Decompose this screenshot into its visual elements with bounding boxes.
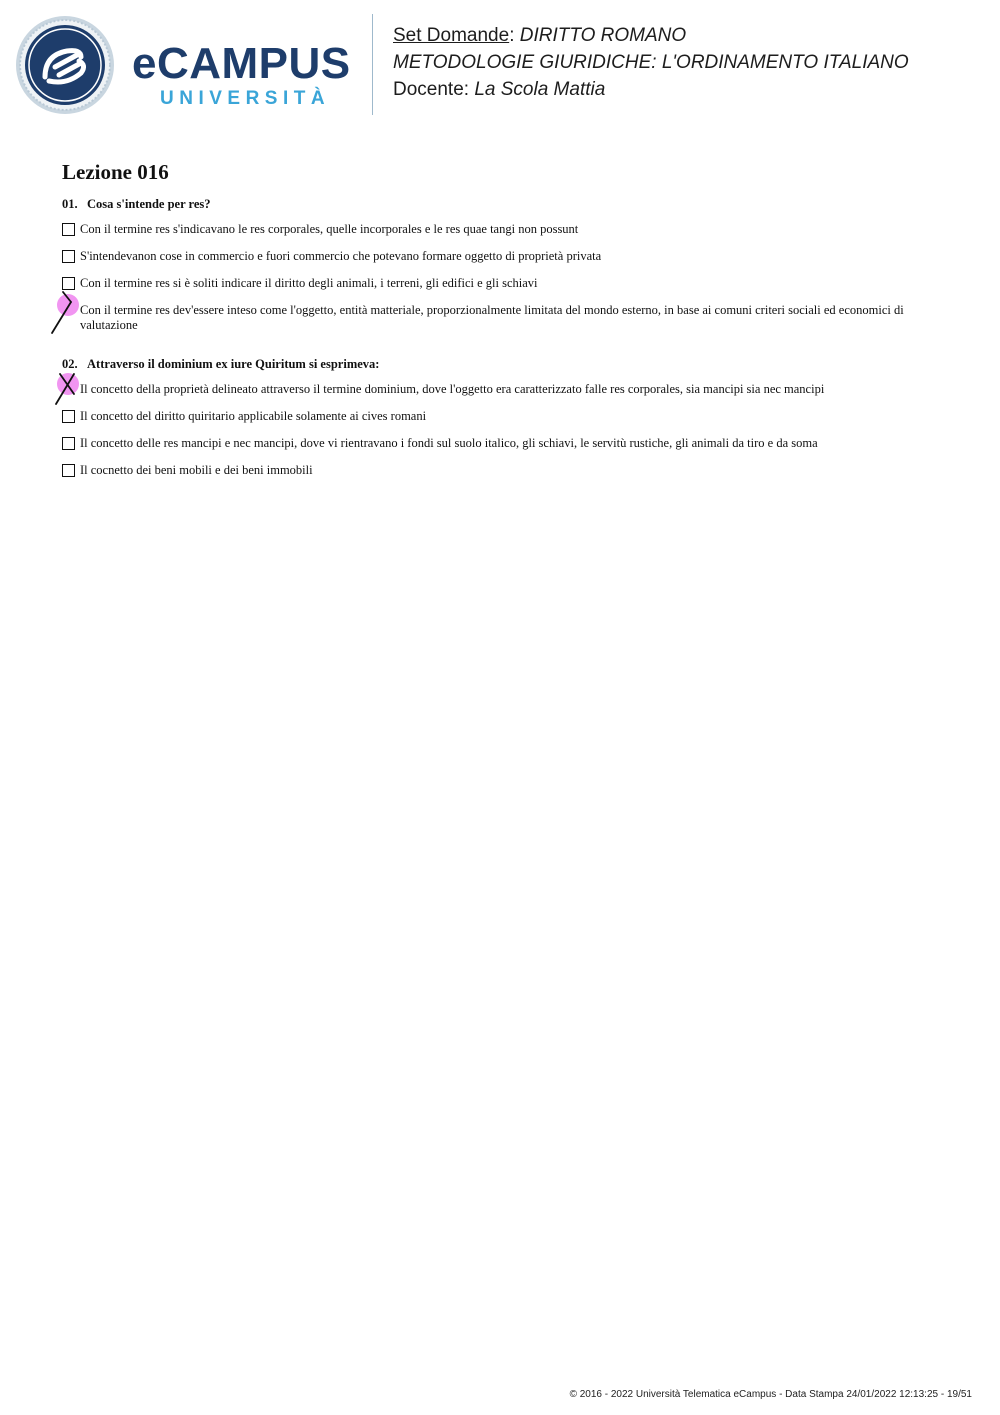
answer-text: Con il termine res dev'essere inteso come l'oggetto, entità matteriale, proporzionalmente limitata del mondo esterno, in base ai comuni criteri sociali ed economici di valutazione [80, 303, 904, 332]
document-content [62, 160, 912, 490]
header-divider [372, 14, 373, 115]
handwritten-check-mark-icon [50, 289, 86, 335]
teacher-name: La Scola Mattia [474, 79, 606, 100]
lesson-title: Lezione 016 [62, 160, 169, 184]
answer-text: Il concetto della proprietà delineato attraverso il termine dominium, dove l'oggetto era caratterizzato falle res corporales, sia mancipi sia nec mancipi [80, 382, 825, 396]
subtitle-line [393, 49, 909, 76]
university-seal-logo [15, 15, 115, 115]
document-header [393, 22, 909, 103]
answer-option [62, 222, 912, 237]
brand-wordmark [132, 39, 357, 110]
answer-checkbox[interactable] [62, 464, 75, 477]
answer-text: Il cocnetto dei beni mobili e dei beni immobili [80, 463, 313, 477]
answer-checkbox[interactable] [62, 437, 75, 450]
answer-text: Il concetto del diritto quiritario applicabile solamente ai cives romani [80, 409, 427, 423]
question-number: 02. [62, 357, 78, 371]
answer-checkbox[interactable] [62, 250, 75, 263]
answer-option [62, 249, 912, 264]
page-footer: © 2016 - 2022 Università Telematica eCampus - Data Stampa 24/01/2022 12:13:25 - 19/51 [569, 1389, 972, 1400]
answer-checkbox[interactable] [62, 223, 75, 236]
set-name: DIRITTO ROMANO [519, 25, 687, 46]
teacher-line [393, 76, 909, 103]
question-block [62, 357, 912, 478]
answer-option [62, 276, 912, 291]
brand-name: eCAMPUS [132, 39, 351, 88]
set-label: Set Domande [393, 25, 510, 46]
set-line: Set Domande: DIRITTO ROMANO [393, 25, 687, 46]
answer-option [62, 409, 912, 424]
question-number: 01. [62, 197, 78, 211]
answer-text: S'intendevanon cose in commercio e fuori commercio che potevano formare oggetto di proprietà privata [80, 249, 602, 263]
question-title [62, 357, 912, 372]
answer-option [62, 303, 912, 333]
answer-option [62, 463, 912, 478]
question-text: Cosa s'intende per res? [87, 197, 211, 211]
question-block [62, 197, 912, 333]
answer-text: Con il termine res si è soliti indicare il diritto degli animali, i terreni, gli edifici e gli schiavi [80, 276, 538, 290]
question-title [62, 197, 912, 212]
answer-option [62, 382, 912, 397]
answer-checkbox[interactable] [62, 410, 75, 423]
teacher-label: Docente: [393, 79, 470, 100]
answer-text: Il concetto delle res mancipi e nec mancipi, dove vi rientravano i fondi sul suolo italico, gli schiavi, le servitù rustiche, gli animali da tiro e da soma [80, 436, 818, 450]
brand-subtitle: UNIVERSITÀ [160, 88, 331, 109]
course-subtitle: METODOLOGIE GIURIDICHE: L'ORDINAMENTO ITALIANO [393, 52, 909, 73]
answer-option [62, 436, 912, 451]
question-text: Attraverso il dominium ex iure Quiritum si esprimeva: [87, 357, 380, 371]
answer-text: Con il termine res s'indicavano le res corporales, quelle incorporales e le res quae tangi non possunt [80, 222, 579, 236]
